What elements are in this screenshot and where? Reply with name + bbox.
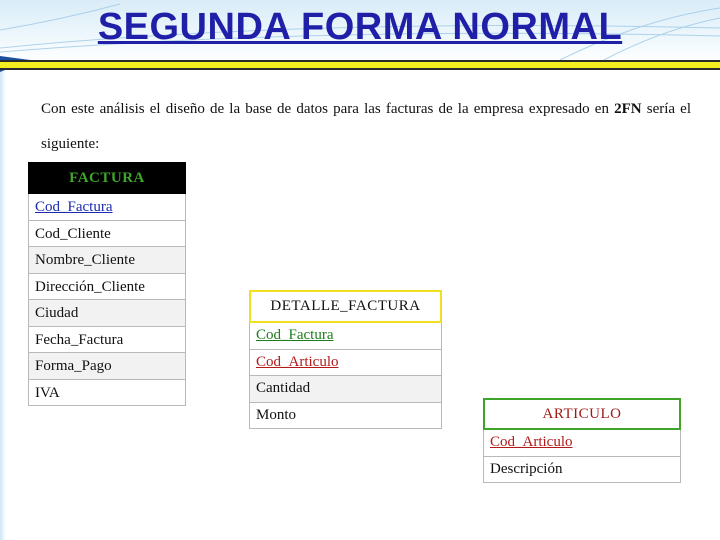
- articulo-row-cod-articulo: [483, 430, 681, 457]
- intro-bold-term: 2FN: [614, 101, 642, 117]
- articulo-primary-key: Cod_Articulo: [490, 434, 573, 451]
- factura-row-ciudad: [28, 300, 186, 327]
- table-factura: [28, 162, 186, 406]
- factura-row-direccion-cliente: [28, 274, 186, 301]
- table-factura-header: FACTURA: [28, 162, 186, 194]
- detalle-field: Cantidad: [256, 380, 311, 397]
- intro-paragraph: [41, 92, 691, 162]
- factura-row-cod-factura: [28, 194, 186, 221]
- factura-row-forma-pago: [28, 353, 186, 380]
- detalle-row-cod-articulo: [249, 350, 442, 377]
- table-detalle-header: DETALLE_FACTURA: [249, 290, 442, 323]
- articulo-field: Descripción: [490, 460, 563, 477]
- intro-text: Con este análisis el diseño de la base de datos para las facturas de la empresa expresado en: [41, 101, 609, 117]
- slide-title: SEGUNDA FORMA NORMAL: [97, 6, 623, 48]
- factura-primary-key: Cod_Factura: [35, 199, 113, 216]
- detalle-row-cantidad: [249, 376, 442, 403]
- factura-field: Dirección_Cliente: [35, 278, 145, 295]
- factura-field: Nombre_Cliente: [35, 252, 135, 269]
- table-detalle-factura: [249, 290, 442, 429]
- detalle-row-monto: [249, 403, 442, 430]
- detalle-row-cod-factura: [249, 323, 442, 350]
- factura-field: Forma_Pago: [35, 358, 112, 375]
- detalle-foreign-key-articulo: Cod_Articulo: [256, 353, 339, 370]
- articulo-row-descripcion: [483, 457, 681, 484]
- factura-row-iva: [28, 380, 186, 407]
- table-articulo-header: ARTICULO: [483, 398, 681, 430]
- title-underline-bar: [0, 60, 720, 70]
- detalle-field: Monto: [256, 406, 297, 423]
- detalle-foreign-key-factura: Cod_Factura: [256, 327, 334, 344]
- left-edge-decoration: [0, 62, 6, 540]
- factura-row-nombre-cliente: [28, 247, 186, 274]
- factura-field: Fecha_Factura: [35, 331, 124, 348]
- table-articulo: [483, 398, 681, 483]
- factura-field: Cod_Cliente: [35, 225, 111, 242]
- intro-end: sería el siguiente:: [41, 101, 692, 152]
- factura-field: IVA: [35, 384, 60, 401]
- factura-field: Ciudad: [35, 305, 79, 322]
- factura-row-cod-cliente: [28, 221, 186, 248]
- factura-row-fecha-factura: [28, 327, 186, 354]
